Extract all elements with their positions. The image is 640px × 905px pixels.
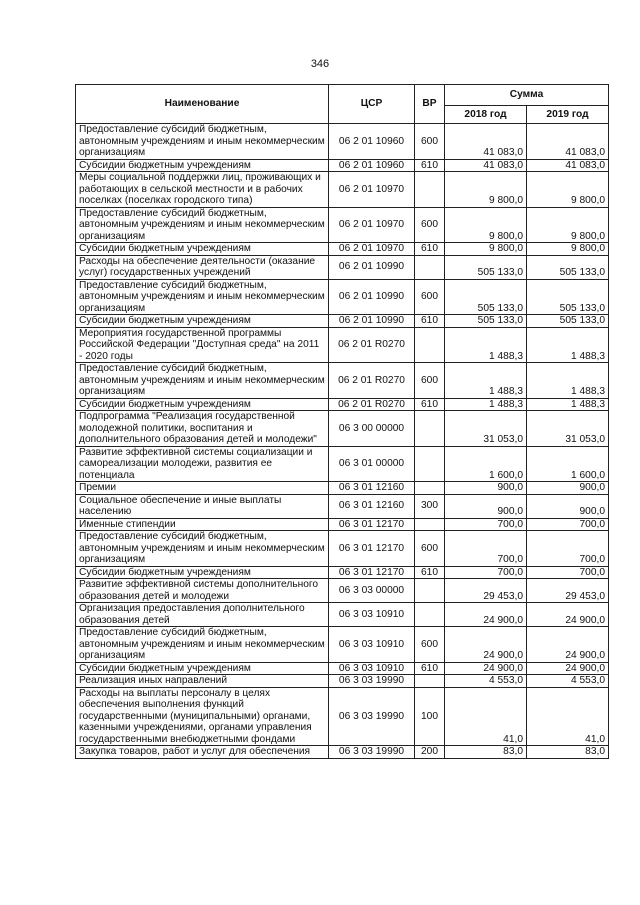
row-csr: 06 2 01 10960 [329, 159, 415, 172]
row-csr: 06 3 03 19990 [329, 687, 415, 746]
row-vr: 300 [415, 494, 445, 518]
row-2019: 24 900,0 [527, 603, 609, 627]
row-2019: 41 083,0 [527, 124, 609, 160]
row-vr: 610 [415, 243, 445, 256]
row-csr: 06 3 03 10910 [329, 627, 415, 663]
row-vr [415, 411, 445, 447]
row-2019: 505 133,0 [527, 279, 609, 315]
row-2019: 700,0 [527, 566, 609, 579]
header-name: Наименование [76, 85, 329, 124]
row-csr: 06 3 03 10910 [329, 603, 415, 627]
row-name: Реализация иных направлений [76, 675, 329, 688]
row-csr: 06 2 01 10990 [329, 315, 415, 328]
row-csr: 06 2 01 10970 [329, 172, 415, 208]
table-row [76, 531, 609, 567]
row-csr: 06 2 01 10970 [329, 243, 415, 256]
row-name: Субсидии бюджетным учреждениям [76, 243, 329, 256]
page-number: 346 [310, 58, 330, 70]
row-2018: 41 083,0 [445, 159, 527, 172]
row-2018: 31 053,0 [445, 411, 527, 447]
row-vr: 600 [415, 124, 445, 160]
row-csr: 06 2 01 R0270 [329, 363, 415, 399]
header-sum: Сумма [445, 85, 609, 106]
table-row [76, 687, 609, 746]
table-row [76, 207, 609, 243]
row-vr [415, 675, 445, 688]
row-csr: 06 3 01 12160 [329, 494, 415, 518]
table-row [76, 566, 609, 579]
table-row [76, 603, 609, 627]
row-vr: 600 [415, 363, 445, 399]
row-2018: 505 133,0 [445, 279, 527, 315]
row-csr: 06 2 01 10990 [329, 255, 415, 279]
row-2019: 24 900,0 [527, 627, 609, 663]
row-name: Развитие эффективной системы дополнительного образования детей и молодежи [76, 579, 329, 603]
table-row [76, 662, 609, 675]
row-csr: 06 3 01 12170 [329, 531, 415, 567]
row-2019: 31 053,0 [527, 411, 609, 447]
table-row [76, 172, 609, 208]
row-name: Субсидии бюджетным учреждениям [76, 315, 329, 328]
row-2019: 41 083,0 [527, 159, 609, 172]
table-row [76, 159, 609, 172]
row-vr [415, 255, 445, 279]
row-name: Меры социальной поддержки лиц, проживающих и работающих в сельской местности и в рабочих поселках (поселках городского типа) [76, 172, 329, 208]
row-name: Подпрограмма "Реализация государственной молодежной политики, воспитания и дополнительного образования детей и молодежи" [76, 411, 329, 447]
row-csr: 06 2 01 10990 [329, 279, 415, 315]
table-row [76, 675, 609, 688]
row-name: Закупка товаров, работ и услуг для обеспечения [76, 746, 329, 759]
row-name: Предоставление субсидий бюджетным, автономным учреждениям и иным некоммерческим организациям [76, 124, 329, 160]
row-csr: 06 3 03 19990 [329, 675, 415, 688]
row-2018: 29 453,0 [445, 579, 527, 603]
row-2019: 41,0 [527, 687, 609, 746]
row-name: Субсидии бюджетным учреждениям [76, 398, 329, 411]
row-vr [415, 172, 445, 208]
row-vr [415, 518, 445, 531]
row-2018: 41 083,0 [445, 124, 527, 160]
row-csr: 06 2 01 10960 [329, 124, 415, 160]
row-name: Премии [76, 482, 329, 495]
row-csr: 06 3 01 12170 [329, 518, 415, 531]
table-row [76, 746, 609, 759]
row-2018: 24 900,0 [445, 627, 527, 663]
row-2018: 505 133,0 [445, 315, 527, 328]
row-name: Предоставление субсидий бюджетным, автономным учреждениям и иным некоммерческим организациям [76, 531, 329, 567]
row-name: Предоставление субсидий бюджетным, автономным учреждениям и иным некоммерческим организациям [76, 627, 329, 663]
row-2018: 41,0 [445, 687, 527, 746]
row-2019: 505 133,0 [527, 255, 609, 279]
row-name: Развитие эффективной системы социализации и самореализации молодежи, развития ее потенциала [76, 446, 329, 482]
row-2018: 24 900,0 [445, 603, 527, 627]
header-2019: 2019 год [527, 106, 609, 124]
row-2019: 24 900,0 [527, 662, 609, 675]
row-2018: 24 900,0 [445, 662, 527, 675]
row-vr: 600 [415, 279, 445, 315]
table-row [76, 627, 609, 663]
row-vr: 100 [415, 687, 445, 746]
row-2018: 4 553,0 [445, 675, 527, 688]
row-2019: 9 800,0 [527, 243, 609, 256]
row-2018: 9 800,0 [445, 207, 527, 243]
row-2018: 900,0 [445, 482, 527, 495]
row-2018: 700,0 [445, 531, 527, 567]
row-vr: 610 [415, 566, 445, 579]
row-2019: 700,0 [527, 531, 609, 567]
row-csr: 06 2 01 10970 [329, 207, 415, 243]
table-row [76, 315, 609, 328]
row-vr: 610 [415, 159, 445, 172]
row-2018: 9 800,0 [445, 172, 527, 208]
table-row [76, 518, 609, 531]
row-2019: 1 488,3 [527, 398, 609, 411]
row-name: Расходы на выплаты персоналу в целях обеспечения выполнения функций государственными (муниципальными) органами, казенными учреждениями, органами управления государственными внебюджетными фондами [76, 687, 329, 746]
row-2019: 1 488,3 [527, 327, 609, 363]
header-2018: 2018 год [445, 106, 527, 124]
row-2019: 83,0 [527, 746, 609, 759]
row-vr: 600 [415, 531, 445, 567]
row-vr [415, 446, 445, 482]
table-row [76, 446, 609, 482]
row-csr: 06 3 00 00000 [329, 411, 415, 447]
row-name: Субсидии бюджетным учреждениям [76, 566, 329, 579]
row-2018: 700,0 [445, 518, 527, 531]
budget-table [75, 84, 609, 759]
row-name: Субсидии бюджетным учреждениям [76, 662, 329, 675]
row-vr: 200 [415, 746, 445, 759]
row-vr [415, 327, 445, 363]
row-name: Организация предоставления дополнительного образования детей [76, 603, 329, 627]
row-csr: 06 3 03 00000 [329, 579, 415, 603]
table-row [76, 255, 609, 279]
row-2018: 900,0 [445, 494, 527, 518]
row-2018: 1 600,0 [445, 446, 527, 482]
row-csr: 06 3 01 12170 [329, 566, 415, 579]
row-2019: 1 600,0 [527, 446, 609, 482]
row-2019: 900,0 [527, 482, 609, 495]
table-row [76, 243, 609, 256]
row-name: Субсидии бюджетным учреждениям [76, 159, 329, 172]
row-csr: 06 3 01 12160 [329, 482, 415, 495]
row-vr [415, 579, 445, 603]
row-name: Предоставление субсидий бюджетным, автономным учреждениям и иным некоммерческим организациям [76, 363, 329, 399]
row-name: Социальное обеспечение и иные выплаты населению [76, 494, 329, 518]
table-row [76, 363, 609, 399]
row-vr: 610 [415, 315, 445, 328]
row-2019: 1 488,3 [527, 363, 609, 399]
table-row [76, 398, 609, 411]
row-2018: 83,0 [445, 746, 527, 759]
row-2019: 505 133,0 [527, 315, 609, 328]
table-row [76, 494, 609, 518]
row-vr [415, 603, 445, 627]
row-2019: 29 453,0 [527, 579, 609, 603]
row-2018: 505 133,0 [445, 255, 527, 279]
row-name: Мероприятия государственной программы Российской Федерации "Доступная среда" на 2011 - 2020 годы [76, 327, 329, 363]
row-2018: 9 800,0 [445, 243, 527, 256]
header-vr: ВР [415, 85, 445, 124]
row-vr: 600 [415, 627, 445, 663]
table-row [76, 411, 609, 447]
row-csr: 06 3 01 00000 [329, 446, 415, 482]
row-2019: 900,0 [527, 494, 609, 518]
row-2019: 9 800,0 [527, 207, 609, 243]
row-vr: 610 [415, 662, 445, 675]
table-row [76, 279, 609, 315]
row-2018: 1 488,3 [445, 363, 527, 399]
row-name: Предоставление субсидий бюджетным, автономным учреждениям и иным некоммерческим организациям [76, 207, 329, 243]
table-row [76, 327, 609, 363]
row-vr: 610 [415, 398, 445, 411]
row-csr: 06 3 03 10910 [329, 662, 415, 675]
row-name: Расходы на обеспечение деятельности (оказание услуг) государственных учреждений [76, 255, 329, 279]
row-csr: 06 2 01 R0270 [329, 398, 415, 411]
row-name: Именные стипендии [76, 518, 329, 531]
row-vr: 600 [415, 207, 445, 243]
row-2019: 4 553,0 [527, 675, 609, 688]
table-row [76, 579, 609, 603]
table-row [76, 124, 609, 160]
table-row [76, 482, 609, 495]
header-csr: ЦСР [329, 85, 415, 124]
row-csr: 06 2 01 R0270 [329, 327, 415, 363]
row-2019: 9 800,0 [527, 172, 609, 208]
row-csr: 06 3 03 19990 [329, 746, 415, 759]
row-2018: 1 488,3 [445, 327, 527, 363]
row-2018: 1 488,3 [445, 398, 527, 411]
row-vr [415, 482, 445, 495]
row-2018: 700,0 [445, 566, 527, 579]
row-name: Предоставление субсидий бюджетным, автономным учреждениям и иным некоммерческим организациям [76, 279, 329, 315]
row-2019: 700,0 [527, 518, 609, 531]
